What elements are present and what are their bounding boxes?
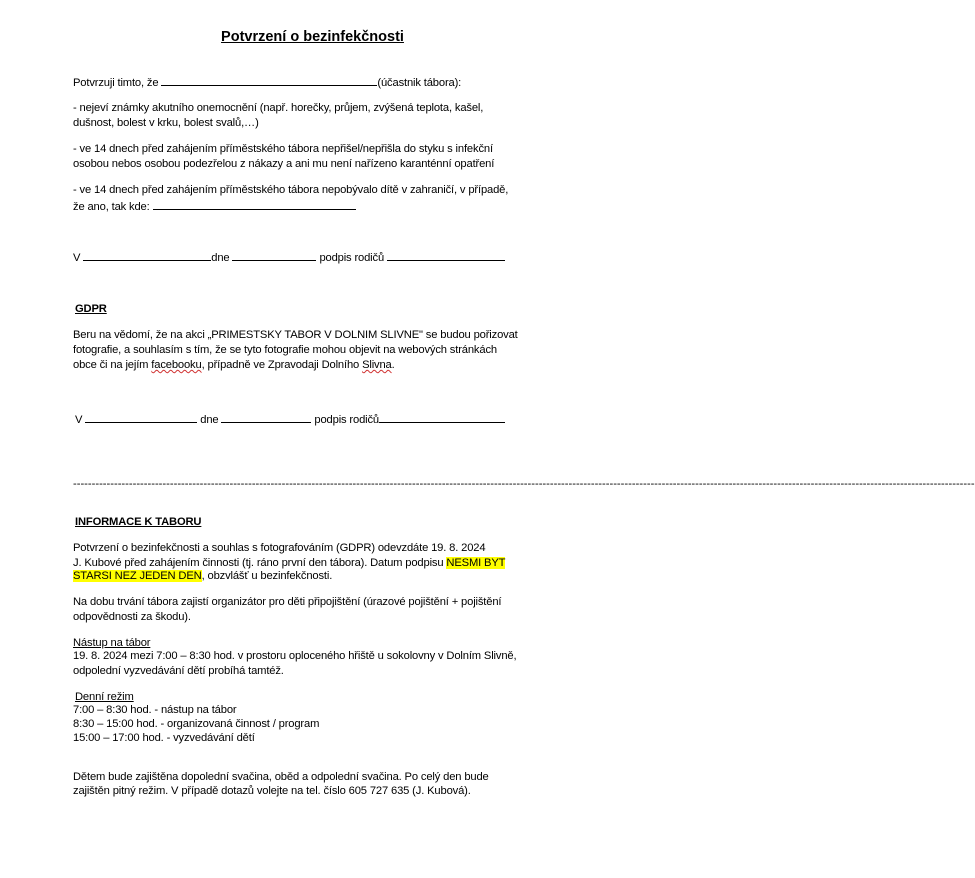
date-label: dne [211,252,230,264]
rezim-item: 15:00 – 17:00 hod. - vyzvedávání dětí [73,732,255,744]
nastup-line-1: 19. 8. 2024 mezi 7:00 – 8:30 hod. v prostoru oploceného hřiště u sokolovny v Dolním Slivně, [73,650,517,662]
highlight-nesmi-byt: NESMI BYT [446,557,506,569]
confirm-lead: Potvrzuji timto, že [73,77,159,89]
signature-blank-2[interactable] [379,411,505,423]
item-3-where-label: že ano, tak kde: [73,201,150,213]
info-p1-line-3 [73,569,332,585]
item-2-line-1: - ve 14 dnech před zahájením příměstského tábora nepřišel/nepřišla do styku s infekční [73,143,493,155]
dashed-divider: -------------------------------------------------------------------------------------------------------------------------------------------------------------------------------------------------------------------------------------------------- [73,478,975,490]
page-title: Potvrzení o bezinfekčnosti [221,29,404,45]
place-label-2: V [75,414,83,426]
item-1-line-1: - nejeví známky akutního onemocnění (např. horečky, průjem, zvýšená teplota, kašel, [73,102,484,114]
rezim-heading: Denní režim [75,691,134,703]
item-3-line-2 [73,198,356,216]
info-p2-line-1: Na dobu trvání tábora zajistí organizátor pro děti připojištění (úrazové pojištění + pojištění [73,596,502,608]
gdpr-line-3-b: , případně ve Zpravodaji Dolního [201,359,363,371]
nastup-heading: Nástup na tábor [73,637,151,649]
confirm-line [73,74,461,92]
info-p1-line-1: Potvrzení o bezinfekčnosti a souhlas s fotografováním (GDPR) odevzdáte 19. 8. 2024 [73,542,486,554]
confirm-tail: (účastnik tábora): [377,77,462,89]
signature-row-2 [75,411,505,429]
slivna-word: Slivna [362,359,392,371]
info-p1-line-3-text: , obzvlášť u bezinfekčnosti. [201,570,333,582]
date-blank-1[interactable] [232,249,316,261]
gdpr-line-1: Beru na vědomí, že na akci „PRIMESTSKY TABOR V DOLNIM SLIVNE" se budou pořizovat [73,329,518,341]
signature-label: podpis rodičů [319,252,385,264]
info-heading: INFORMACE K TABORU [75,516,202,528]
rezim-item: 7:00 – 8:30 hod. - nástup na tábor [73,704,237,716]
item-3-line-1: - ve 14 dnech před zahájením příměstského tábora nepobývalo dítě v zahraničí, v případě, [73,184,509,196]
abroad-location-blank[interactable] [153,198,356,210]
place-blank-2[interactable] [85,411,197,423]
facebook-word: facebooku [151,359,202,371]
signature-blank-1[interactable] [387,249,505,261]
rezim-item: 8:30 – 15:00 hod. - organizovaná činnost / program [73,718,320,730]
signature-label-2: podpis rodičů [314,414,380,426]
date-blank-2[interactable] [221,411,311,423]
date-label-2: dne [200,414,219,426]
final-line-2: zajištěn pitný režim. V případě dotazů volejte na tel. číslo 605 727 635 (J. Kubová). [73,785,471,797]
info-p1-line-2-text: J. Kubové před zahájením činnosti (tj. ráno první den tábora). Datum podpisu [73,557,447,569]
child-name-blank[interactable] [161,74,377,86]
item-2-line-2: osobou nebos osobou podezřelou z nákazy a ani mu není nařízeno karanténní opatření [73,158,495,170]
place-blank-1[interactable] [83,249,211,261]
highlight-starsi: STARSI NEZ JEDEN DEN [73,570,202,582]
gdpr-line-3 [73,358,395,374]
final-line-1: Dětem bude zajištěna dopolední svačina, oběd a odpolední svačina. Po celý den bude [73,771,489,783]
gdpr-line-3-a: obce či na jejím [73,359,152,371]
signature-row-1 [73,249,505,267]
item-1-line-2: dušnost, bolest v krku, bolest svalů,…) [73,117,259,129]
info-p2-line-2: odpovědnosti za škodu). [73,611,191,623]
gdpr-heading: GDPR [75,303,107,315]
nastup-line-2: odpolední vyzvedávání dětí probíhá tamtéž. [73,665,284,677]
place-label: V [73,252,81,264]
gdpr-line-3-c: . [391,359,395,371]
gdpr-line-2: fotografie, a souhlasím s tím, že se tyto fotografie mohou objevit na webových stránkách [73,344,497,356]
